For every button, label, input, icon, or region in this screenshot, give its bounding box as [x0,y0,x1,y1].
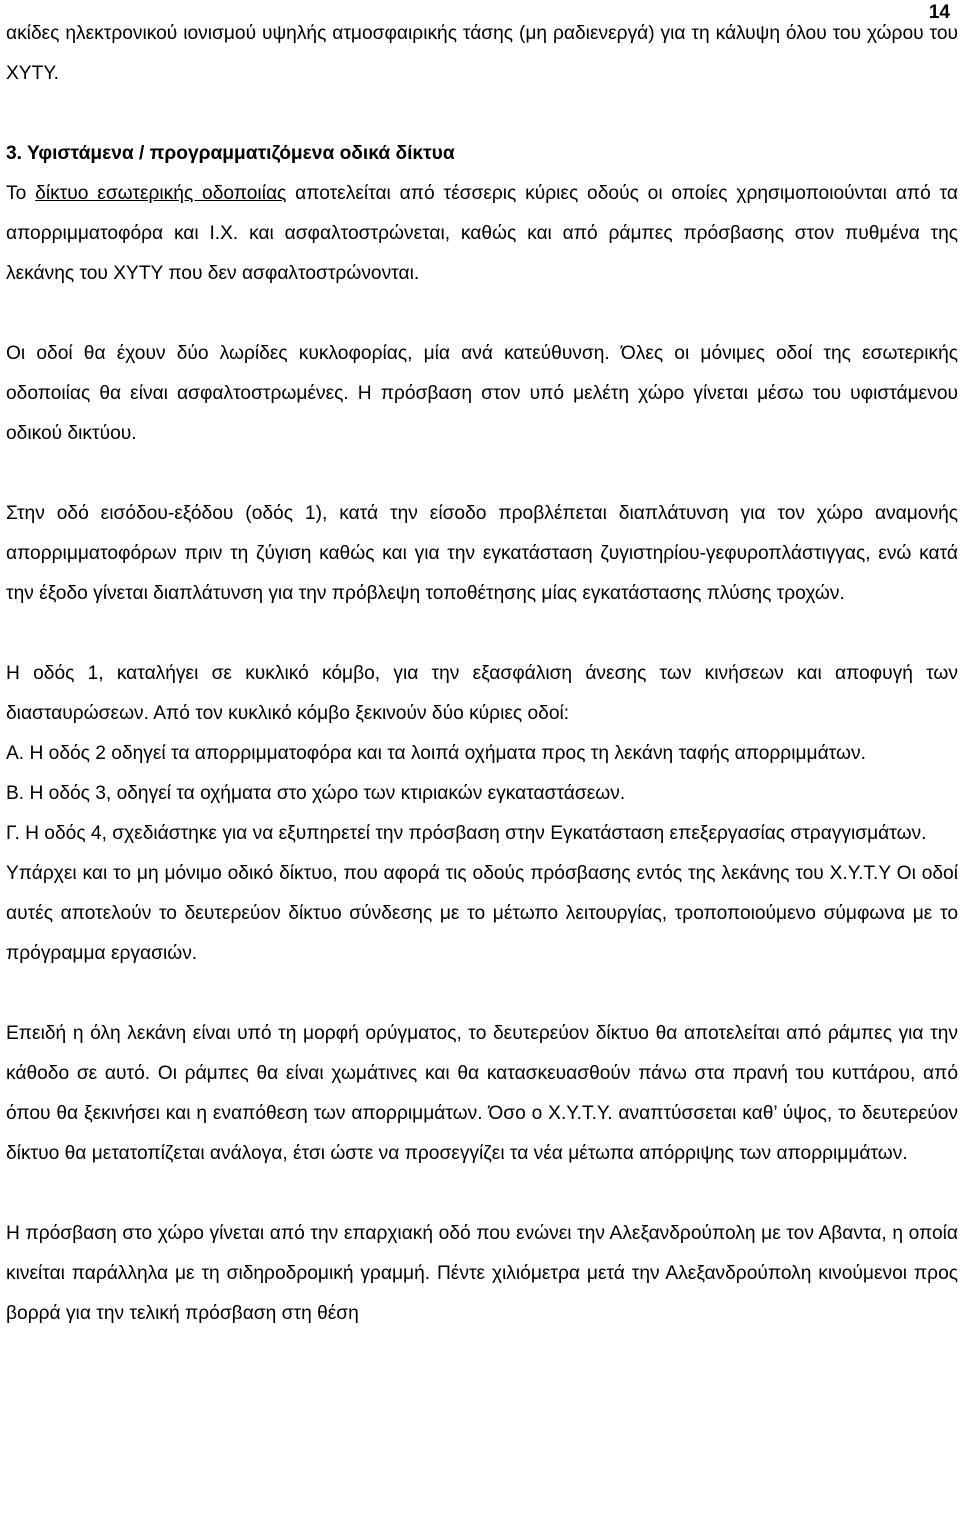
underlined-term: δίκτυο εσωτερικής οδοποιίας [35,183,287,204]
paragraph: Οι οδοί θα έχουν δύο λωρίδες κυκλοφορίας, μία ανά κατεύθυνση. Όλες οι μόνιμες οδοί της εσωτερικής οδοποιίας θα είναι ασφαλτοστρωμένες. Η πρόσβαση στον υπό μελέτη χώρο γίνεται μέσω του υφιστάμενου οδικού δικτύου. [6,343,958,444]
paragraph: Η πρόσβαση στο χώρο γίνεται από την επαρχιακή οδό που ενώνει την Αλεξανδρούπολη με τον Αβαντα, η οποία κινείται παράλληλα με τη σιδηροδρομική γραμμή. Πέντε χιλιόμετρα μετά την Αλεξανδρούπολη κινούμενοι προς βορρά για την τελική πρόσβαση στη θέση [6,1223,958,1324]
paragraph [6,174,958,294]
list-item: Α. Η οδός 2 οδηγεί τα απορριμματοφόρα και τα λοιπά οχήματα προς τη λεκάνη ταφής απορριμμάτων. [6,743,866,764]
text-span: αποτελείται από τέσσερις κύριες οδούς οι οποίες χρησιμοποιούνται από τα απορριμματοφόρα και Ι.Χ. και ασφαλτοστρώνεται, καθώς και από ράμπες πρόσβασης στον πυθμένα της λεκάνης του ΧΥΤΥ που δεν ασφαλτοστρώνονται. [6,183,959,284]
list-item: Γ. Η οδός 4, σχεδιάστηκε για να εξυπηρετεί την πρόσβαση στην Εγκατάσταση επεξεργασίας στραγγισμάτων. [6,823,927,844]
text-span: Το [6,183,36,204]
section-title: 3. Υφιστάμενα / προγραμματιζόμενα οδικά δίκτυα [6,143,455,164]
paragraph: Υπάρχει και το μη μόνιμο οδικό δίκτυο, που αφορά τις οδούς πρόσβασης εντός της λεκάνης του Χ.Υ.Τ.Υ Οι οδοί αυτές αποτελούν το δευτερεύον δίκτυο σύνδεσης με το μέτωπο λειτουργίας, τροποποιούμενο σύμφωνα με το πρόγραμμα εργασιών. [6,863,958,964]
paragraph: ακίδες ηλεκτρονικού ιονισμού υψηλής ατμοσφαιρικής τάσης (μη ραδιενεργά) για τη κάλυψη όλου του χώρου του ΧΥΤΥ. [6,23,958,84]
page-number: 14 [928,2,950,23]
paragraph: Στην οδό εισόδου-εξόδου (οδός 1), κατά την είσοδο προβλέπεται διαπλάτυνση για τον χώρο αναμονής απορριμματοφόρων πριν τη ζύγιση καθώς και για την εγκατάσταση ζυγιστηρίου-γεφυροπλάστιγγας, ενώ κατά την έξοδο γίνεται διαπλάτυνση για την πρόβλεψη τοποθέτησης μίας εγκατάστασης πλύσης τροχών. [6,503,958,604]
paragraph: Η οδός 1, καταλήγει σε κυκλικό κόμβο, για την εξασφάλιση άνεσης των κινήσεων και αποφυγή των διασταυρώσεων. Από τον κυκλικό κόμβο ξεκινούν δύο κύριες οδοί: [6,663,958,724]
document-body [6,14,958,1334]
paragraph: Επειδή η όλη λεκάνη είναι υπό τη μορφή ορύγματος, το δευτερεύον δίκτυο θα αποτελείται από ράμπες για την κάθοδο σε αυτό. Οι ράμπες θα είναι χωμάτινες και θα κατασκευασθούν πάνω στα πρανή του κυττάρου, από όπου θα ξεκινήσει και η εναπόθεση των απορριμμάτων. Όσο ο Χ.Υ.Τ.Υ. αναπτύσσεται καθ’ ύψος, το δευτερεύον δίκτυο θα μετατοπίζεται ανάλογα, έτσι ώστε να προσεγγίζει τα νέα μέτωπα απόρριψης των απορριμμάτων. [6,1023,958,1164]
list-item: Β. Η οδός 3, οδηγεί τα οχήματα στο χώρο των κτιριακών εγκαταστάσεων. [6,783,626,804]
